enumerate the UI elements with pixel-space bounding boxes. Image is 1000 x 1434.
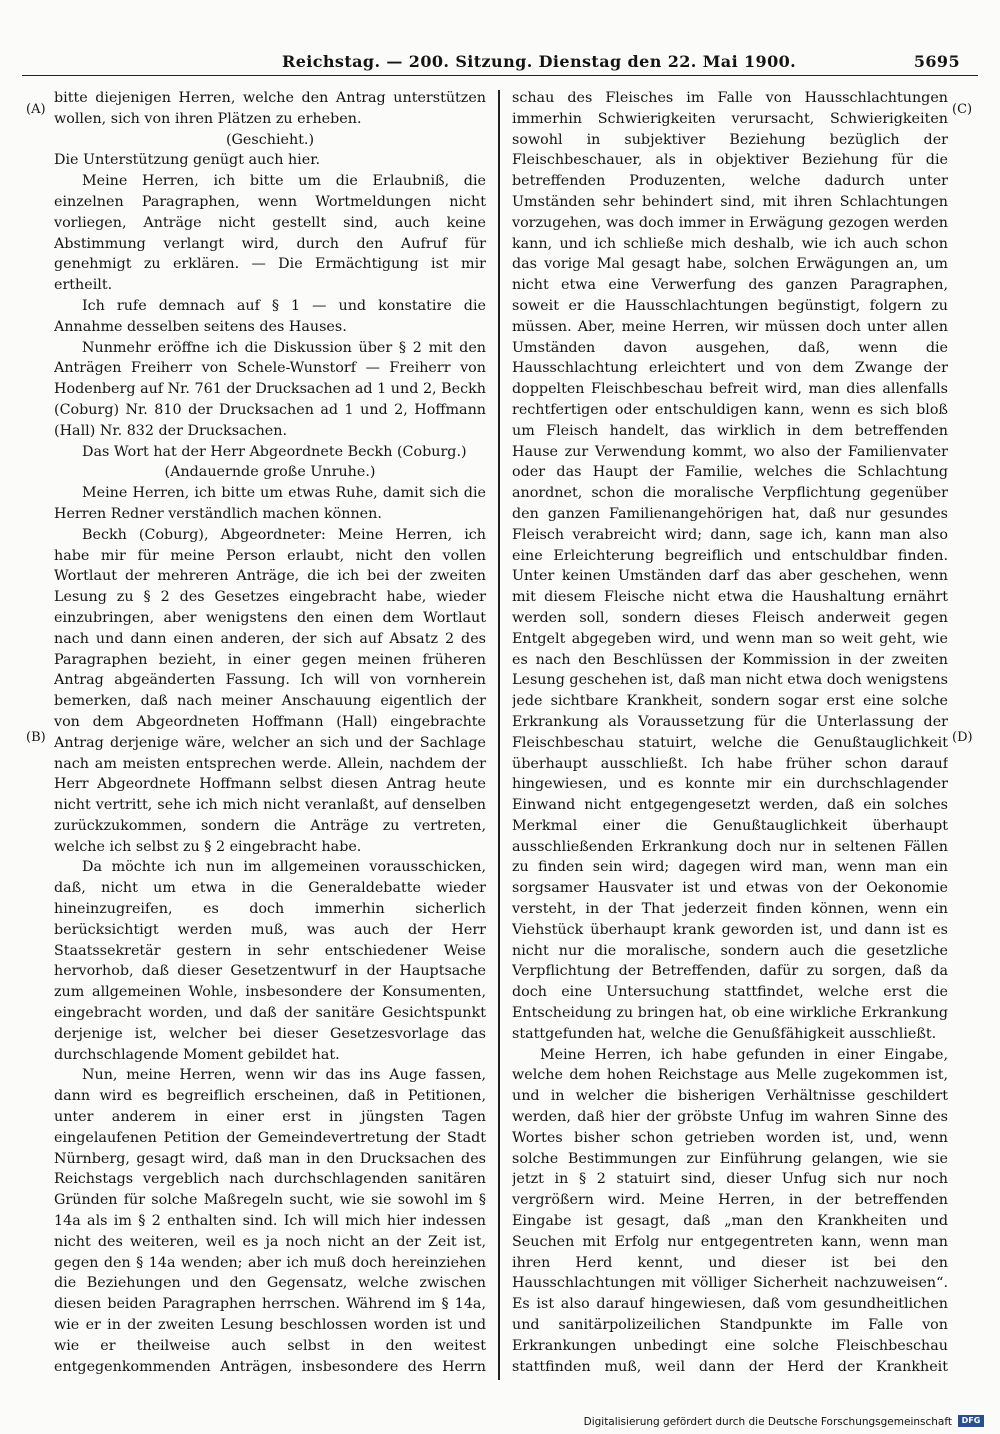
margin-marker-a: (A) <box>26 102 46 117</box>
paragraph: Nun, meine Herren, wenn wir das ins Auge fassen, dann wird es begreiflich erscheinen, daß in Petitionen, unter anderem in einer erst in jüngsten Tagen eingelaufenen Petition der Gemeindevertretung der Stadt Nürnberg, gesagt wird, daß man in den Drucksachen des Reichstags vergeblich nach durchschlagenden sanitären Gründen für solche Maßregeln sucht, wie sie sowohl im § 14a als im § 2 enthalten sind. Ich will mich hier indessen nicht des weiteren, weil es ja noch nicht an der Zeit ist, gegen den § 14a wenden; aber ich muß doch hereinziehen die Beziehungen und den Gegensatz, welche zwischen diesen beiden Paragraphen herrschen. Während im § 14a, wie er in der zweiten Lesung beschlossen worden ist und wie er theilweise auch selbst in den weitest entgegenkommenden Anträgen, insbesondere des Herrn <box>54 1067 486 1375</box>
margin-marker-b: (B) <box>26 730 46 745</box>
page-footer <box>0 1412 1000 1434</box>
left-text-column <box>54 88 486 1378</box>
paragraph: Meine Herren, ich habe gefunden in einer Eingabe, welche dem hohen Reichstage aus Melle zugekommen ist, und in welcher die bisherigen Verhältnisse geschildert werden, daß hier der gröbste Unfug im wahren Sinne des Wortes bisher schon getrieben worden ist, und, wenn solche Bestimmungen zur Einführung gelangen, wie sie jetzt in § 2 statuirt sind, dieser Unfug sich nur noch vergrößern wird. Meine Herren, in der betreffenden Eingabe ist gesagt, daß „man den Krankheiten und Seuchen mit Erfolg nur entgegentreten kann, wenn man ihren Herd kennt, und dieser ist bei den Hausschlachtungen mit völliger Sicherheit nachzuweisen“. Es ist also darauf hingewiesen, daß vom gesundheitlichen und sanitärpolizeilichen Standpunkte im Falle von Erkrankungen unbedingt eine solche Fleischbeschau stattfinden muß, weil dann der Herd der Krankheit <box>512 1046 948 1375</box>
digitization-note: Digitalisierung gefördert durch die Deutsche Forschungsgemeinschaft <box>583 1416 952 1428</box>
stage-direction: (Geschieht.) <box>225 131 315 148</box>
speech-paragraph: Beckh (Coburg), Abgeordneter: Meine Herren, ich habe mir für meine Person erlaubt, nicht den vollen Wortlaut der mehreren Anträge, die ich bei der zweiten Lesung zu § 2 des Gesetzes eingebracht habe, wieder einzubringen, aber wenigstens den einen dem Wortlaut nach und dann einen anderen, der sich auf Absatz 2 des Paragraphen bezieht, in einer gegen meinen früheren Antrag abgeänderten Fassung. Ich will von vornherein bemerken, daß nach meiner Anschauung eigentlich der von dem Abgeordneten Hoffmann (Hall) eingebrachte Antrag derjenige wäre, welcher an sich und der Sachlage nach am meisten entsprechen werde. Allein, nachdem der Herr Abgeordnete Hoffmann selbst diesen Antrag heute nicht vertritt, sehe ich mich nicht veranlaßt, auf denselben zurückzukommen, sondern die Anträge zu vertreten, welche ich selbst zu § 2 eingebracht habe. <box>54 526 486 855</box>
paragraph: Die Unterstützung genügt auch hier. <box>54 152 321 169</box>
paragraph: Da möchte ich nun im allgemeinen vorausschicken, daß, nicht um etwa in die Generaldebatte wieder hineinzugreifen, es doch immerhin sicherlich berücksichtigt werden muß, was auch der Herr Staatssekretär gestern in sehr entschiedener Weise hervorhob, daß dieser Gesetzentwurf in der Hauptsache zum allgemeinen Wohle, insbesondere der Konsumenten, eingebracht worden, und daß der sanitäre Gesichtspunkt derjenige ist, welcher bei dieser Gesetzesvorlage das durchschlagende Moment gebildet hat. <box>54 859 486 1063</box>
right-text-column <box>512 88 948 1378</box>
paragraph: bitte diejenigen Herren, welche den Antrag unterstützen wollen, sich von ihren Plätzen zu erheben. <box>54 90 486 127</box>
paragraph: Meine Herren, ich bitte um die Erlaubniß, die einzelnen Paragraphen, wenn Wortmeldungen nicht vorliegen, Anträge nicht gestellt sind, auch keine Abstimmung verlangt wird, durch den Aufruf für genehmigt zu erklären. — Die Ermächtigung ist mir ertheilt. <box>54 173 486 294</box>
margin-marker-c: (C) <box>952 102 973 117</box>
page-title: Reichstag. — 200. Sitzung. Dienstag den 22. Mai 1900. <box>282 52 797 71</box>
paragraph: Nunmehr eröffne ich die Diskussion über § 2 mit den Anträgen Freiherr von Schele-Wunstorf — Freiherr von Hodenberg auf Nr. 761 der Drucksachen ad 1 und 2, Beckh (Coburg) Nr. 810 der Drucksachen ad 1 und 2, Hoffmann (Hall) Nr. 832 der Drucksachen. <box>54 339 486 439</box>
page-header <box>22 50 978 76</box>
dfg-logo-icon: DFG <box>958 1415 984 1427</box>
stage-direction: (Andauernde große Unruhe.) <box>164 464 376 481</box>
paragraph: Meine Herren, ich bitte um etwas Ruhe, damit sich die Herren Redner verständlich machen können. <box>54 485 486 522</box>
paragraph: Ich rufe demnach auf § 1 — und konstatire die Annahme desselben seitens des Hauses. <box>54 297 486 335</box>
page-number: 5695 <box>913 52 960 71</box>
paragraph: schau des Fleisches im Falle von Hausschlachtungen immerhin Schwierigkeiten verursacht, Schwierigkeiten sowohl in subjektiver Beziehung bezüglich der Fleischbeschauer, als in objektiver Beziehung für die betreffenden Produzenten, welche dadurch unter Umständen sehr behindert sind, mit ihren Schlachtungen vorzugehen, was doch immer in Erwägung gezogen werden kann, und ich schließe mich deshalb, wie ich auch schon das vorige Mal gesagt habe, solchen Erwägungen an, um nicht etwa eine Verwerfung des ganzen Paragraphen, soweit er die Hausschlachtungen begünstigt, folgern zu müssen. Aber, meine Herren, wir müssen doch unter allen Umständen davon ausgehen, daß, wenn die Hausschlachtung erleichtert und von dem Zwange der doppelten Fleischbeschau befreit wird, man dies allenfalls rechtfertigen oder entschuldigen kann, wenn es sich bloß um Fleisch handelt, das wirklich in dem betreffenden Hause zur Verwendung kommt, wo also der Familienvater oder das Haupt der Familie, welches die Schlachtung anordnet, schon die moralische Verpflichtung gegenüber den ganzen Familienangehörigen hat, daß nur gesundes Fleisch verabreicht wird; dann, sage ich, kann man also eine Erleichterung begreiflich und entschuldbar finden. Unter keinen Umständen darf das aber geschehen, wenn mit diesem Fleische nicht etwa die Haushaltung ernährt werden soll, sondern dieses Fleisch anderweit gegen Entgelt abgegeben wird, und wenn man so weit geht, wie es nach den Beschlüssen der Kommission in der zweiten Lesung geschehen ist, daß man nicht etwa doch wenigstens jede sichtbare Krankheit, sondern sogar erst eine solche Erkrankung als Voraussetzung für die Unterlassung der Fleischbeschau statuirt, welche die Genußtauglichkeit überhaupt ausschließt. Ich habe früher schon darauf hingewiesen, und es konnte mir ein durchschlagender Einwand nicht entgegengesetzt werden, daß ein solches Merkmal einer die Genußtauglichkeit überhaupt ausschließenden Erkrankung doch nur in seltenen Fällen zu finden sein wird; dagegen wird man, wenn man ein sorgsamer Hausvater ist und etwas von der Oekonomie versteht, in der That jederzeit finden können, wenn ein Viehstück überhaupt krank geworden ist, und dann ist es nicht nur die moralische, sondern auch die gesetzliche Verpflichtung der Betreffenden, dafür zu sorgen, daß da doch eine Untersuchung stattfindet, welche erst die Entscheidung zu bringen hat, ob eine wirkliche Erkrankung stattgefunden hat, welche die Genußfähigkeit ausschließt. <box>512 90 948 1042</box>
paragraph: Das Wort hat der Herr Abgeordnete Beckh (Coburg.) <box>82 443 467 460</box>
column-divider <box>498 90 500 1380</box>
margin-marker-d: (D) <box>952 730 973 745</box>
